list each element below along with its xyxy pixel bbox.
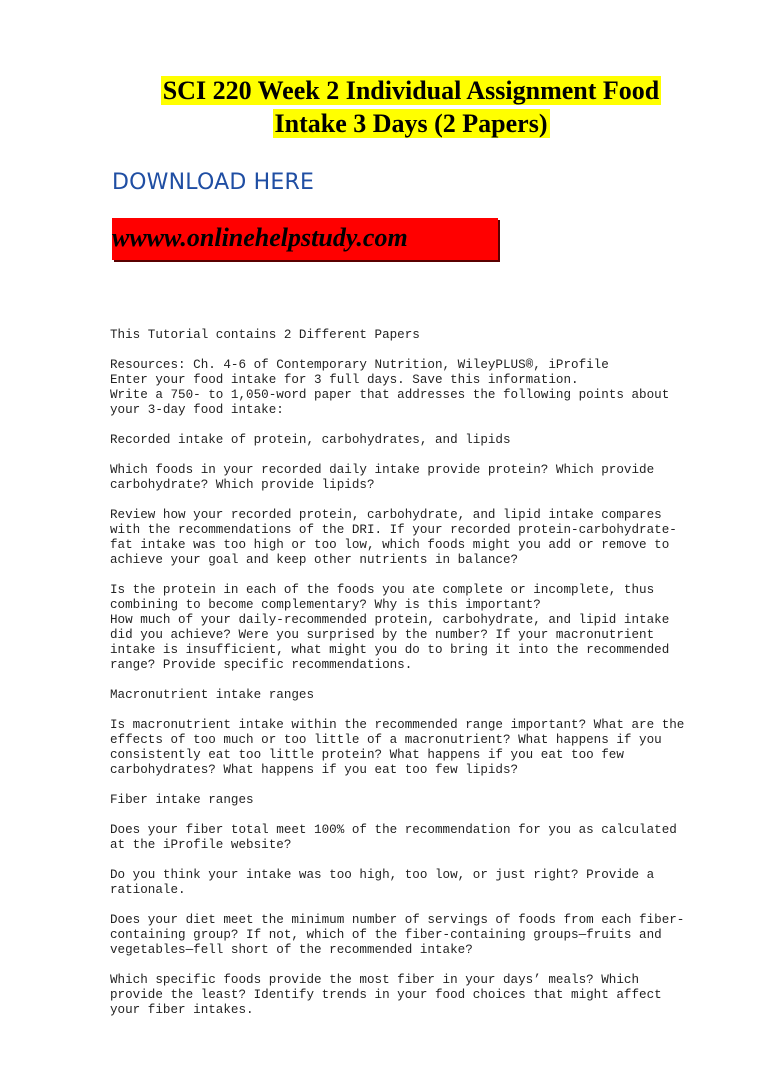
body-line: effects of too much or too little of a macronutrient? What happens if you: [110, 733, 662, 747]
document-body: [110, 328, 710, 1033]
body-line: Macronutrient intake ranges: [110, 688, 315, 702]
body-paragraph: [110, 973, 710, 1018]
body-line: This Tutorial contains 2 Different Papers: [110, 328, 420, 342]
title-line-1: SCI 220 Week 2 Individual Assignment Food: [162, 76, 660, 105]
body-line: Enter your food intake for 3 full days. Save this information.: [110, 373, 579, 387]
body-paragraph: [110, 823, 710, 853]
body-paragraph: [110, 583, 710, 673]
body-paragraph: [110, 793, 710, 808]
body-line: Does your fiber total meet 100% of the recommendation for you as calculated: [110, 823, 677, 837]
body-line: Is the protein in each of the foods you ate complete or incomplete, thus: [110, 583, 655, 597]
body-line: at the iProfile website?: [110, 838, 292, 852]
body-line: Fiber intake ranges: [110, 793, 254, 807]
body-line: your fiber intakes.: [110, 1003, 254, 1017]
body-line: carbohydrate? Which provide lipids?: [110, 478, 375, 492]
body-line: Which foods in your recorded daily intake provide protein? Which provide: [110, 463, 655, 477]
body-paragraph: [110, 868, 710, 898]
body-paragraph: [110, 913, 710, 958]
body-line: Review how your recorded protein, carbohydrate, and lipid intake compares: [110, 508, 662, 522]
document-title: [110, 74, 712, 140]
body-paragraph: [110, 463, 710, 493]
body-line: How much of your daily-recommended protein, carbohydrate, and lipid intake: [110, 613, 670, 627]
body-line: rationale.: [110, 883, 186, 897]
body-line: Is macronutrient intake within the recommended range important? What are the: [110, 718, 685, 732]
body-paragraph: [110, 328, 710, 343]
download-link[interactable]: DOWNLOAD HERE: [112, 170, 315, 195]
body-line: your 3-day food intake:: [110, 403, 284, 417]
body-line: containing group? If not, which of the fiber-containing groups—fruits and: [110, 928, 662, 942]
body-line: achieve your goal and keep other nutrients in balance?: [110, 553, 519, 567]
body-line: Do you think your intake was too high, too low, or just right? Provide a: [110, 868, 655, 882]
body-line: Resources: Ch. 4-6 of Contemporary Nutrition, WileyPLUS®, iProfile: [110, 358, 609, 372]
website-url[interactable]: wwww.onlinehelpstudy.com: [112, 223, 408, 252]
body-line: combining to become complementary? Why is this important?: [110, 598, 541, 612]
body-line: intake is insufficient, what might you do to bring it into the recommended: [110, 643, 670, 657]
body-paragraph: [110, 433, 710, 448]
body-paragraph: [110, 688, 710, 703]
body-paragraph: [110, 718, 710, 778]
body-line: range? Provide specific recommendations.: [110, 658, 413, 672]
body-line: Write a 750- to 1,050-word paper that addresses the following points about: [110, 388, 670, 402]
body-line: Recorded intake of protein, carbohydrates, and lipids: [110, 433, 511, 447]
body-line: fat intake was too high or too low, which foods might you add or remove to: [110, 538, 670, 552]
body-paragraph: [110, 358, 710, 418]
body-line: provide the least? Identify trends in your food choices that might affect: [110, 988, 662, 1002]
body-paragraph: [110, 508, 710, 568]
body-line: vegetables—fell short of the recommended intake?: [110, 943, 473, 957]
body-line: carbohydrates? What happens if you eat too few lipids?: [110, 763, 519, 777]
body-line: Does your diet meet the minimum number of servings of foods from each fiber-: [110, 913, 685, 927]
body-line: with the recommendations of the DRI. If your recorded protein-carbohydrate-: [110, 523, 677, 537]
body-line: consistently eat too little protein? What happens if you eat too few: [110, 748, 624, 762]
body-line: did you achieve? Were you surprised by the number? If your macronutrient: [110, 628, 655, 642]
body-line: Which specific foods provide the most fiber in your days’ meals? Which: [110, 973, 640, 987]
title-line-2: Intake 3 Days (2 Papers): [274, 109, 548, 138]
